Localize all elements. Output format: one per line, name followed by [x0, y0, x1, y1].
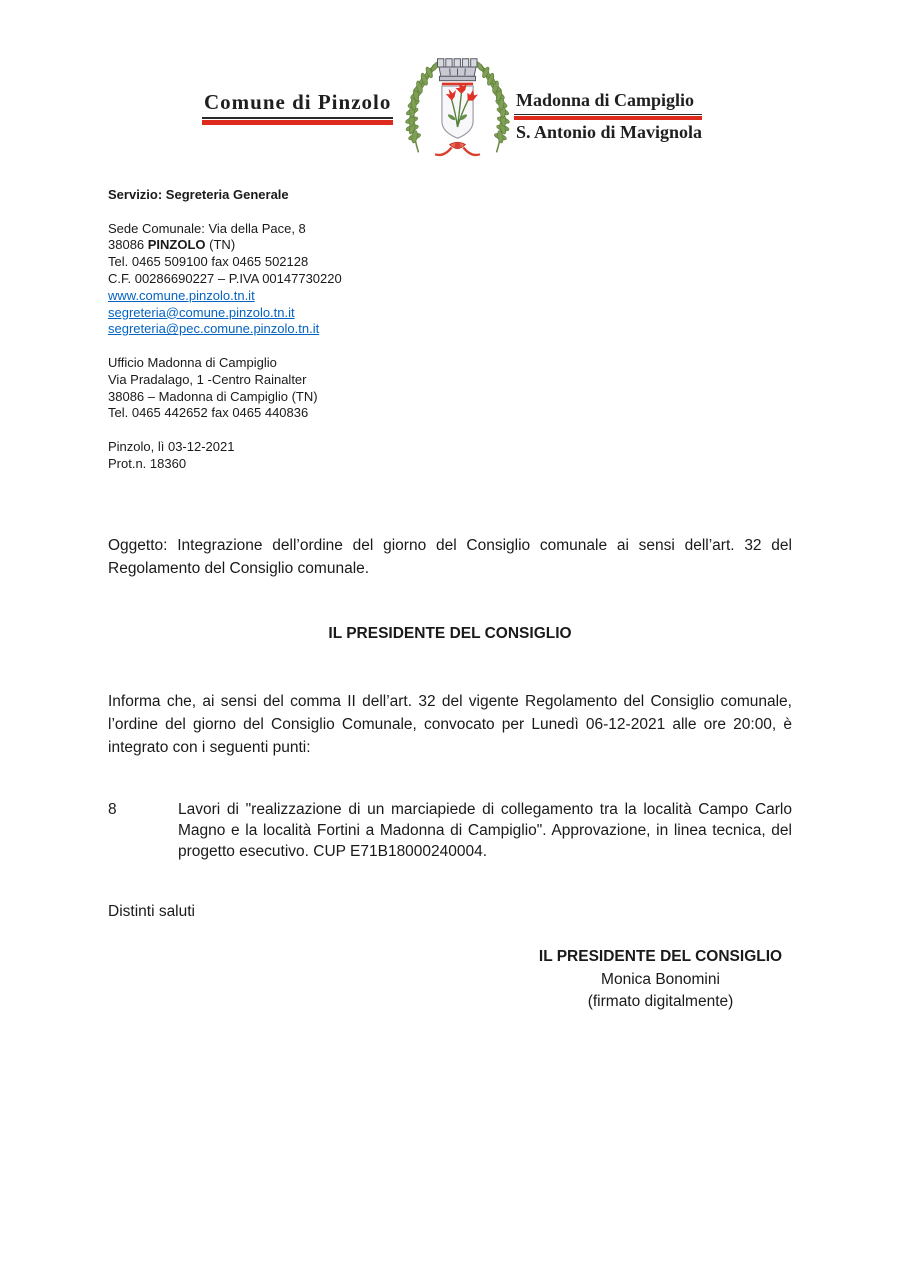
municipality-name: Comune di Pinzolo: [202, 90, 393, 119]
municipality-title-block: [202, 90, 393, 125]
laurel-wreath-right-icon: [475, 61, 510, 152]
seat-city-line: [108, 237, 342, 254]
closing-salutation: Distinti saluti: [108, 903, 195, 920]
pec-email-link[interactable]: segreteria@pec.comune.pinzolo.tn.it: [108, 321, 320, 337]
protocol-number-line: Prot.n. 18360: [108, 455, 187, 471]
signature-role: IL PRESIDENTE DEL CONSIGLIO: [538, 948, 783, 965]
sender-info: [108, 187, 342, 473]
office-name-line: Ufficio Madonna di Campiglio: [108, 354, 277, 370]
letter-body-paragraph: Informa che, ai sensi del comma II dell’art. 32 del vigente Regolamento del Consiglio comunale, l’ordine del giorno del Consiglio Comunale, convocato per Lunedì 06-12-2021 alle ore 20:00, è integrato con i seguenti punti:: [108, 693, 792, 756]
email-link[interactable]: segreteria@comune.pinzolo.tn.it: [108, 304, 295, 320]
ribbon-icon: [435, 142, 480, 155]
agenda-item-number: 8: [108, 801, 117, 818]
signature-name: Monica Bonomini: [601, 970, 720, 988]
seat-zip: 38086: [108, 237, 148, 253]
place-date-line: Pinzolo, lì 03-12-2021: [108, 438, 235, 454]
crown-red-stripe: [442, 83, 473, 86]
subject-line: Oggetto: Integrazione dell’ordine del giorno del Consiglio comunale ai sensi dell’art. 32 del Regolamento del Consiglio comunale.: [108, 537, 792, 577]
agenda-item-text: Lavori di "realizzazione di un marciapiede di collegamento tra la località Campo Carlo Magno e la località Fortini a Madonna di Campiglio". Approvazione, in linea tecnica, del progetto esecutivo. CUP E71B18000240004.: [178, 801, 792, 860]
spacer: [108, 204, 342, 221]
municipal-crest: [399, 43, 516, 172]
locality-primary: Madonna di Campiglio: [514, 91, 702, 115]
red-underline-right: [514, 116, 702, 120]
seat-city-name: PINZOLO: [147, 237, 206, 253]
seat-province: (TN): [205, 237, 236, 253]
signature-block: [518, 946, 803, 1014]
signature-note: (firmato digitalmente): [587, 993, 734, 1010]
locality-secondary: S. Antonio di Mavignola: [516, 121, 703, 142]
office-phone-line: Tel. 0465 442652 fax 0465 440836: [108, 405, 309, 421]
office-street-line: Via Pradalago, 1 -Centro Rainalter: [108, 371, 307, 387]
locality-title-block: [514, 91, 702, 143]
mural-crown-icon: [438, 59, 477, 81]
laurel-wreath-left-icon: [405, 61, 440, 152]
letter-heading: IL PRESIDENTE DEL CONSIGLIO: [328, 625, 572, 642]
service-label: Servizio: Segreteria Generale: [108, 187, 289, 202]
office-city-line: 38086 – Madonna di Campiglio (TN): [108, 388, 318, 404]
spacer: [108, 338, 342, 355]
red-underline-left: [202, 120, 393, 125]
agenda-item: [108, 799, 792, 862]
seat-fiscal-line: C.F. 00286690227 – P.IVA 00147730220: [108, 270, 342, 286]
spacer: [108, 422, 342, 439]
seat-phone-line: Tel. 0465 509100 fax 0465 502128: [108, 254, 309, 270]
seat-address-line: Sede Comunale: Via della Pace, 8: [108, 220, 306, 236]
website-link[interactable]: www.comune.pinzolo.tn.it: [108, 287, 255, 303]
